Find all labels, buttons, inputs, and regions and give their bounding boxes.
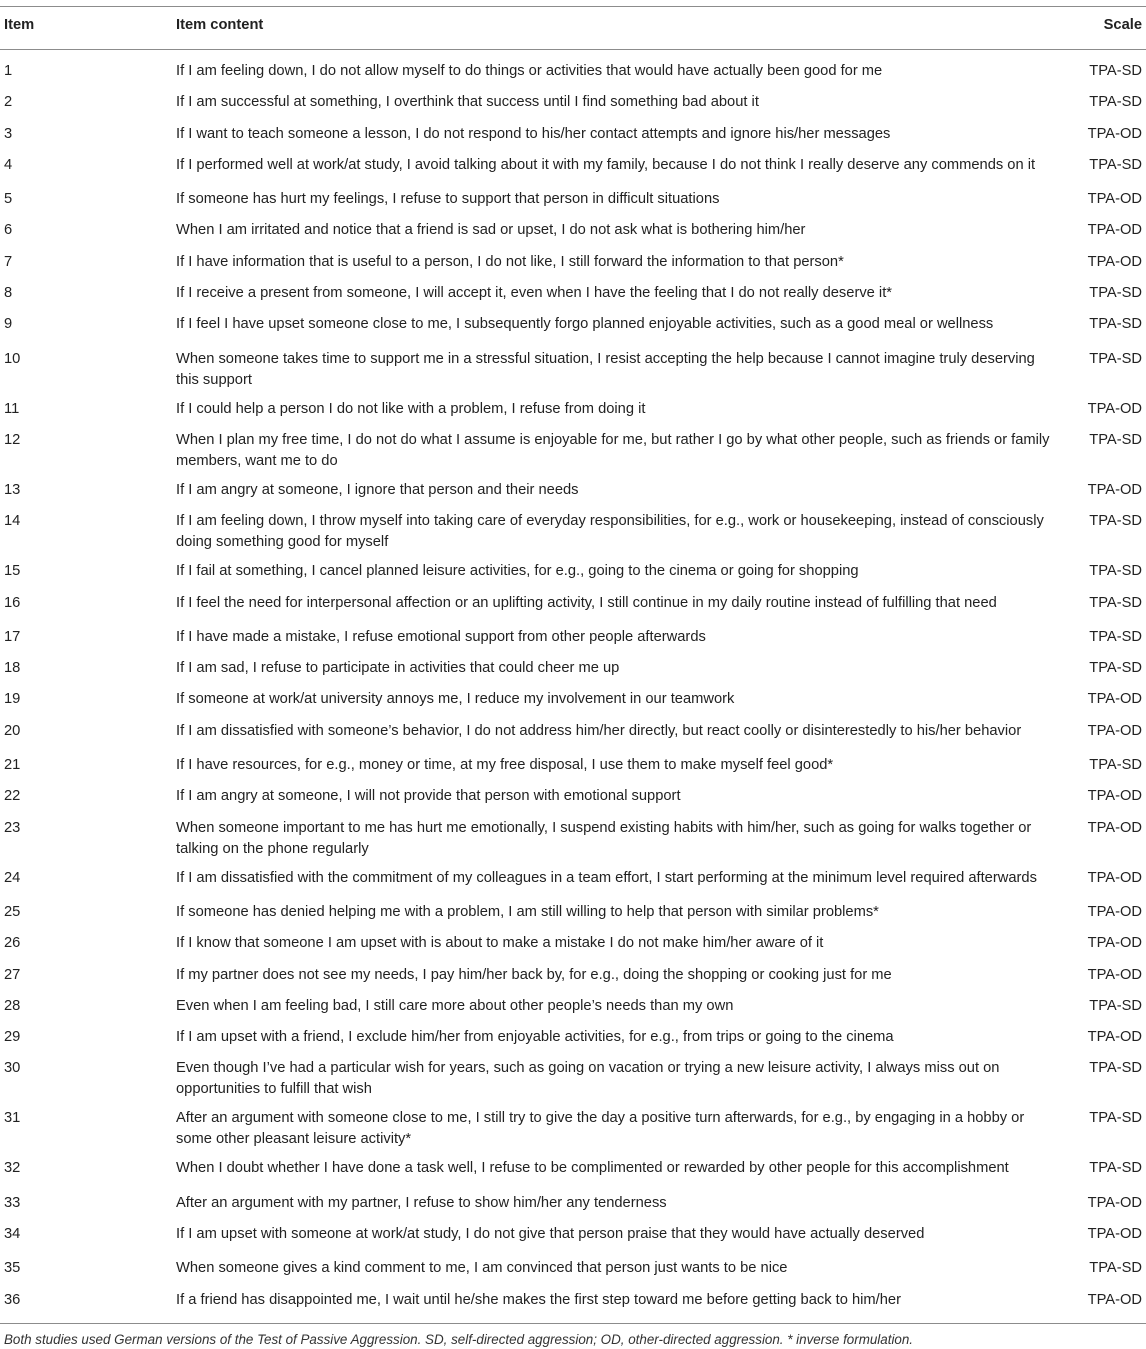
table-row	[0, 89, 1146, 120]
row-scale: TPA-OD	[1087, 1194, 1142, 1211]
row-item-number: 28	[4, 997, 21, 1014]
table-row	[0, 624, 1146, 655]
row-item-content: When someone takes time to support me in a stressful situation, I resist accepting the help because I cannot imagine truly deserving this support	[176, 350, 1035, 388]
row-scale: TPA-SD	[1089, 594, 1142, 611]
row-item-number: 19	[4, 691, 21, 708]
row-item-content: If I am upset with a friend, I exclude him/her from enjoyable activities, for e.g., from trips or going to the cinema	[176, 1029, 894, 1046]
row-item-number: 4	[4, 156, 13, 173]
row-item-number: 16	[4, 594, 21, 611]
row-item-content: If I am feeling down, I throw myself into taking care of everyday responsibilities, for e.g., work or housekeeping, instead of consciously doing something good for myself	[176, 513, 1044, 551]
row-item-content: If I am upset with someone at work/at study, I do not give that person praise that they would have actually deserved	[176, 1226, 925, 1243]
row-item-number: 8	[4, 285, 13, 302]
row-scale: TPA-OD	[1087, 819, 1142, 836]
row-item-content: If I feel I have upset someone close to me, I subsequently forgo planned enjoyable activities, such as a good meal or wellness	[176, 316, 994, 333]
row-item-content: If a friend has disappointed me, I wait until he/she makes the first step toward me before getting back to him/her	[176, 1291, 901, 1308]
row-scale: TPA-SD	[1089, 997, 1142, 1014]
row-scale: TPA-SD	[1089, 1260, 1142, 1277]
row-scale: TPA-OD	[1087, 481, 1142, 498]
row-item-content: If I feel the need for interpersonal affection or an uplifting activity, I still continue in my daily routine instead of fulfilling that need	[176, 594, 997, 611]
row-item-number: 23	[4, 819, 21, 836]
row-item-number: 25	[4, 903, 21, 920]
row-item-content: If I want to teach someone a lesson, I do not respond to his/her contact attempts and ignore his/her messages	[176, 125, 891, 142]
row-item-content: When I doubt whether I have done a task well, I refuse to be complimented or rewarded by other people for this accomplishment	[176, 1160, 1009, 1177]
row-scale: TPA-SD	[1089, 757, 1142, 774]
table-row	[0, 249, 1146, 280]
row-scale: TPA-SD	[1089, 285, 1142, 302]
row-item-content: If I am successful at something, I overthink that success until I find something bad about it	[176, 94, 759, 111]
row-item-content: When I plan my free time, I do not do what I assume is enjoyable for me, but rather I go by what other people, such as friends or family members, want me to do	[176, 431, 1050, 469]
row-item-content: If I could help a person I do not like with a problem, I refuse from doing it	[176, 400, 646, 417]
row-scale: TPA-OD	[1087, 691, 1142, 708]
table-row	[0, 1105, 1146, 1155]
row-item-number: 29	[4, 1029, 21, 1046]
table-row	[0, 186, 1146, 217]
row-scale: TPA-SD	[1089, 431, 1142, 448]
row-item-content: If I have information that is useful to a person, I do not like, I still forward the information to that person*	[176, 253, 844, 270]
row-item-content: If I am feeling down, I do not allow myself to do things or activities that would have actually been good for me	[176, 63, 883, 79]
table-row	[0, 346, 1146, 396]
table-row	[0, 311, 1146, 345]
row-item-number: 9	[4, 316, 13, 333]
row-item-content: If I am angry at someone, I will not provide that person with emotional support	[176, 788, 681, 805]
row-scale: TPA-SD	[1089, 94, 1142, 111]
row-scale: TPA-OD	[1087, 1029, 1142, 1046]
row-item-content: When I am irritated and notice that a friend is sad or upset, I do not ask what is bothering him/her	[176, 222, 806, 239]
row-scale: TPA-SD	[1089, 660, 1142, 677]
row-scale: TPA-SD	[1089, 563, 1142, 580]
row-item-number: 26	[4, 935, 21, 952]
table-row	[0, 152, 1146, 186]
row-item-number: 35	[4, 1260, 21, 1277]
row-scale: TPA-SD	[1089, 63, 1142, 79]
row-item-number: 3	[4, 125, 13, 142]
row-item-content: If I fail at something, I cancel planned leisure activities, for e.g., going to the cinema or going for shopping	[176, 563, 859, 580]
row-scale: TPA-SD	[1089, 628, 1142, 645]
row-item-number: 20	[4, 722, 21, 739]
row-scale: TPA-OD	[1087, 722, 1142, 739]
row-scale: TPA-SD	[1089, 1060, 1142, 1077]
table-row	[0, 477, 1146, 508]
row-item-number: 10	[4, 350, 21, 367]
row-scale: TPA-OD	[1087, 125, 1142, 142]
row-item-content: If someone at work/at university annoys me, I reduce my involvement in our teamwork	[176, 691, 735, 708]
row-scale: TPA-OD	[1087, 788, 1142, 805]
row-item-content: If I am dissatisfied with someone’s behavior, I do not address him/her directly, but react coolly or disinterestedly to his/her behavior	[176, 722, 1022, 739]
row-item-content: After an argument with my partner, I refuse to show him/her any tenderness	[176, 1194, 667, 1211]
table-footnote: Both studies used German versions of the Test of Passive Aggression. SD, self-directed aggression; OD, other-directed aggression. * inverse formulation.	[4, 1331, 914, 1347]
table-row	[0, 1190, 1146, 1221]
row-item-content: If I am sad, I refuse to participate in activities that could cheer me up	[176, 660, 620, 677]
row-item-number: 18	[4, 660, 21, 677]
table-body	[0, 50, 1146, 1324]
row-item-number: 22	[4, 788, 21, 805]
table-row	[0, 993, 1146, 1024]
row-scale: TPA-SD	[1089, 350, 1142, 367]
row-scale: TPA-OD	[1087, 253, 1142, 270]
row-item-content: After an argument with someone close to me, I still try to give the day a positive turn afterwards, for e.g., by engaging in a hobby or some other pleasant leisure activity*	[176, 1110, 1025, 1148]
table-row	[0, 1221, 1146, 1255]
table-row	[0, 962, 1146, 993]
table-row	[0, 1024, 1146, 1055]
table-row	[0, 1155, 1146, 1189]
row-scale: TPA-OD	[1087, 222, 1142, 239]
row-item-number: 7	[4, 253, 13, 270]
row-item-number: 32	[4, 1160, 21, 1177]
table-row	[0, 1287, 1146, 1324]
row-item-content: When someone important to me has hurt me emotionally, I suspend existing habits with him/her, such as going for walks together or talking on the phone regularly	[176, 819, 1032, 857]
row-scale: TPA-OD	[1087, 903, 1142, 920]
row-item-content: If someone has denied helping me with a problem, I am still willing to help that person with similar problems*	[176, 903, 879, 920]
row-item-number: 13	[4, 481, 21, 498]
row-item-number: 21	[4, 757, 21, 774]
row-item-number: 6	[4, 222, 13, 239]
row-item-number: 5	[4, 191, 13, 208]
table-row	[0, 899, 1146, 930]
table-row	[0, 427, 1146, 477]
row-scale: TPA-OD	[1087, 191, 1142, 208]
table-row	[0, 783, 1146, 814]
table-row	[0, 1055, 1146, 1105]
row-item-content: If someone has hurt my feelings, I refuse to support that person in difficult situations	[176, 191, 720, 208]
table-row	[0, 217, 1146, 248]
row-scale: TPA-SD	[1089, 1160, 1142, 1177]
table-row	[0, 815, 1146, 865]
row-item-content: If I have resources, for e.g., money or time, at my free disposal, I use them to make myself feel good*	[176, 757, 834, 774]
row-scale: TPA-SD	[1089, 316, 1142, 333]
header-item-content: Item content	[176, 17, 264, 33]
table-row	[0, 121, 1146, 152]
row-item-content: Even though I’ve had a particular wish for years, such as going on vacation or trying a new leisure activity, I always miss out on opportunities to fulfill that wish	[176, 1060, 1000, 1098]
row-item-content: If I have made a mistake, I refuse emotional support from other people afterwards	[176, 628, 706, 645]
row-scale: TPA-OD	[1087, 935, 1142, 952]
row-item-number: 17	[4, 628, 21, 645]
row-item-content: If I receive a present from someone, I will accept it, even when I have the feeling that I do not really deserve it*	[176, 285, 892, 302]
row-scale: TPA-SD	[1089, 513, 1142, 530]
row-item-number: 14	[4, 513, 21, 530]
table-row	[0, 396, 1146, 427]
table-row	[0, 752, 1146, 783]
row-item-number: 31	[4, 1110, 21, 1127]
table-row	[0, 558, 1146, 589]
row-item-number: 27	[4, 966, 21, 983]
row-item-number: 33	[4, 1194, 21, 1211]
row-item-number: 12	[4, 431, 21, 448]
table-row	[0, 865, 1146, 899]
row-item-content: If I know that someone I am upset with is about to make a mistake I do not make him/her aware of it	[176, 935, 824, 952]
table-row	[0, 280, 1146, 311]
row-item-content: If I am dissatisfied with the commitment of my colleagues in a team effort, I start performing at the minimum level required afterwards	[176, 869, 1037, 886]
row-item-content: If I performed well at work/at study, I avoid talking about it with my family, because I do not think I really deserve any commends on it	[176, 156, 1036, 173]
table-row	[0, 655, 1146, 686]
row-scale: TPA-SD	[1089, 1110, 1142, 1127]
row-item-number: 24	[4, 869, 21, 886]
table-row	[0, 930, 1146, 961]
row-item-number: 11	[4, 400, 20, 417]
table-row	[0, 590, 1146, 624]
table-row	[0, 508, 1146, 558]
row-scale: TPA-OD	[1087, 1291, 1142, 1308]
row-item-number: 34	[4, 1226, 21, 1243]
row-scale: TPA-OD	[1087, 1226, 1142, 1243]
table-row	[0, 1255, 1146, 1286]
tpa-items-table	[0, 6, 1146, 1324]
row-scale: TPA-SD	[1089, 156, 1142, 173]
row-item-number: 36	[4, 1291, 21, 1308]
row-item-number: 15	[4, 563, 21, 580]
header-scale: Scale	[1103, 17, 1142, 33]
row-item-number: 1	[4, 63, 13, 79]
table-row	[0, 686, 1146, 717]
row-item-content: If my partner does not see my needs, I pay him/her back by, for e.g., doing the shopping or cooking just for me	[176, 966, 892, 983]
row-scale: TPA-OD	[1087, 966, 1142, 983]
row-item-content: If I am angry at someone, I ignore that person and their needs	[176, 481, 579, 498]
row-scale: TPA-OD	[1087, 869, 1142, 886]
table-header-row	[0, 7, 1146, 50]
row-item-content: When someone gives a kind comment to me, I am convinced that person just wants to be nice	[176, 1260, 788, 1277]
row-item-number: 2	[4, 94, 13, 111]
row-item-number: 30	[4, 1060, 21, 1077]
row-scale: TPA-OD	[1087, 400, 1142, 417]
table-row	[0, 718, 1146, 752]
header-item: Item	[4, 17, 35, 33]
table-row	[0, 50, 1146, 90]
row-item-content: Even when I am feeling bad, I still care more about other people’s needs than my own	[176, 997, 734, 1014]
